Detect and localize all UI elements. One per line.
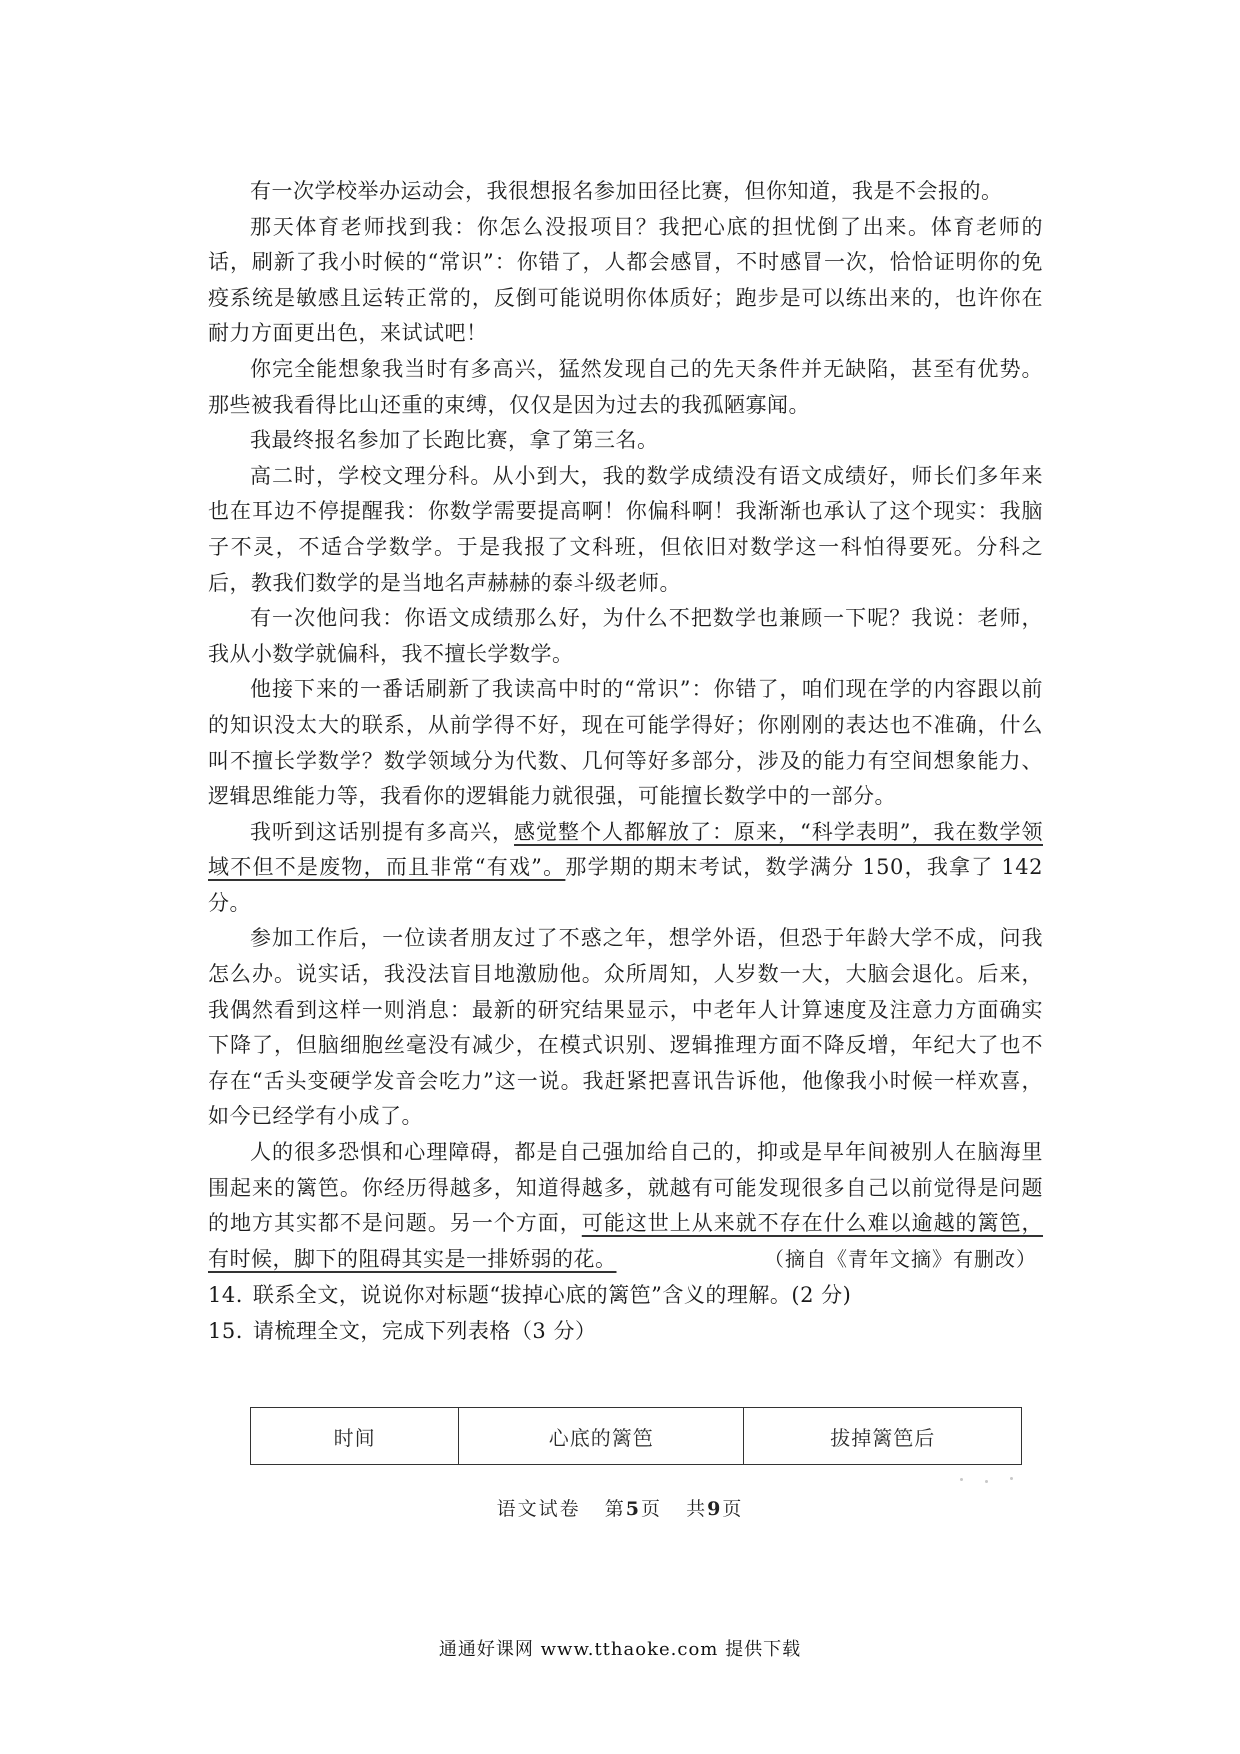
footer-total-number: 9 [707,1498,723,1520]
paragraph-text: 那学期的期末考试，数学满分 150，我拿了 142 分。 [208,855,1043,915]
table-header-cell: 心底的篱笆 [459,1408,744,1465]
passage-paragraph: 有一次他问我：你语文成绩那么好，为什么不把数学也兼顾一下呢？我说：老师，我从小数学就偏科，我不擅长学数学。 [208,606,1043,666]
page-footer [0,1494,1240,1521]
source-citation: （摘自《青年文摘》有删改） [764,1246,1037,1271]
passage-body [208,168,1043,1349]
footer-page-number: 5 [625,1498,641,1520]
table-header-cell: 时间 [251,1408,459,1465]
question-number: 14. [208,1283,243,1308]
footer-total-suffix: 页 [722,1498,744,1520]
passage-paragraph [208,1135,1043,1277]
paragraph-text: 我听到这话别提有多高兴， [250,819,515,844]
answer-table [250,1407,1022,1465]
passage-paragraph: 高二时，学校文理分科。从小到大，我的数学成绩没有语文成绩好，师长们多年来也在耳边不停提醒我：你数学需要提高啊！你偏科啊！我渐渐也承认了这个现实：我脑子不灵，不适合学数学。于是我报了文科班，但依旧对数学这一科怕得要死。分科之后，教我们数学的是当地名声赫赫的泰斗级老师。 [208,463,1043,595]
passage-paragraph: 有一次学校举办运动会，我很想报名参加田径比赛，但你知道，我是不会报的。 [250,179,1003,203]
passage-paragraph: 你完全能想象我当时有多高兴，猛然发现自己的先天条件并无缺陷，甚至有优势。那些被我看得比山还重的束缚，仅仅是因为过去的我孤陋寡闻。 [208,356,1043,417]
passage-paragraph [208,815,1043,922]
table-header-cell: 拔掉篱笆后 [744,1408,1022,1465]
question-text: 联系全文，说说你对标题“拔掉心底的篱笆”含义的理解。(2 分) [252,1283,852,1308]
scan-speck [960,1478,963,1481]
footer-page-suffix: 页 [640,1498,662,1520]
scan-speck [1010,1477,1013,1480]
scan-speck [985,1480,988,1483]
question-14 [208,1277,1043,1313]
passage-paragraph: 他接下来的一番话刷新了我读高中时的“常识”：你错了，咱们现在学的内容跟以前的知识没太大的联系，从前学得不好，现在可能学得好；你刚刚的表达也不准确，什么叫不擅长学数学？数学领域分为代数、几何等好多部分，涉及的能力有空间想象能力、逻辑思维能力等，我看你的逻辑能力就很强，可能擅长数学中的一部分。 [208,677,1043,809]
question-number: 15. [208,1319,243,1344]
underlined-sentence: 可能这世上从来就不存在什么难以逾越的篱笆，有时候，脚下的阻碍其实是一排娇弱的花。 [208,1211,1044,1271]
table-header-row [251,1408,1022,1465]
question-text: 请梳理全文，完成下列表格（3 分） [252,1319,597,1344]
passage-paragraph: 参加工作后，一位读者朋友过了不惑之年，想学外语，但恐于年龄大学不成，问我怎么办。说实话，我没法盲目地激励他。众所周知，人岁数一大，大脑会退化。后来，我偶然看到这样一则消息：最新的研究结果显示，中老年人计算速度及注意力方面确实下降了，但脑细胞丝毫没有减少，在模式识别、逻辑推理方面不降反增，年纪大了也不存在“舌头变硬学发音会吃力”这一说。我赶紧把喜讯告诉他，他像我小时候一样欢喜，如今已经学有小成了。 [208,926,1043,1129]
download-watermark: 通通好课网 www.tthaoke.com 提供下载 [438,1639,802,1660]
question-15 [208,1313,1043,1349]
footer-total-prefix: 共 [686,1498,708,1520]
passage-paragraph: 那天体育老师找到我：你怎么没报项目？我把心底的担忧倒了出来。体育老师的话，刷新了我小时候的“常识”：你错了，人都会感冒，不时感冒一次，恰恰证明你的免疫系统是敏感且运转正常的，反倒可能说明你体质好；跑步是可以练出来的，也许你在耐力方面更出色，来试试吧！ [208,214,1043,346]
paragraph-text: 人的很多恐惧和心理障碍，都是自己强加给自己的，抑或是早年间被别人在脑海里围起来的篱笆。你经历得越多，知道得越多，就越有可能发现很多自己以前觉得是问题的地方其实都不是问题。另一个方面， [208,1140,1043,1236]
footer-page-prefix: 第 [604,1498,626,1520]
underlined-sentence: 感觉整个人都解放了：原来，“科学表明”，我在数学领域不但不是废物，而且非常“有戏”。 [208,819,1043,880]
passage-paragraph: 我最终报名参加了长跑比赛，拿了第三名。 [250,428,659,453]
footer-subject: 语文试卷 [496,1498,581,1520]
